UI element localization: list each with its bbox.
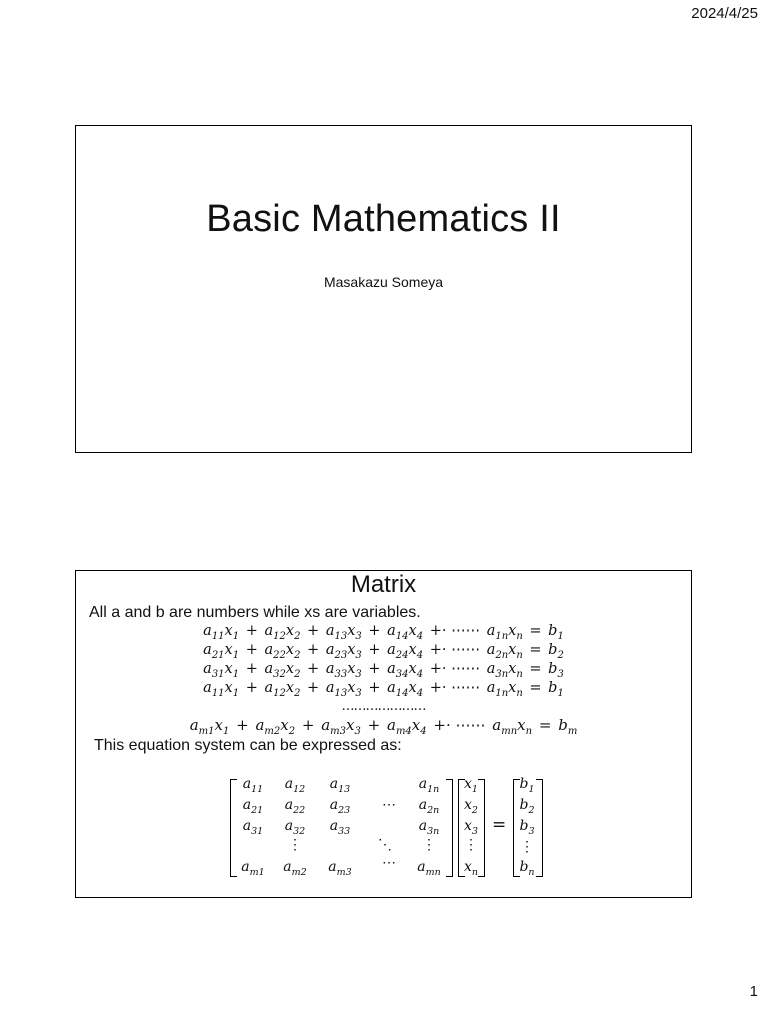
equals-sign: = [492, 815, 507, 835]
vector-b-cell: $b_n$ [519, 859, 535, 878]
matrix-a-cell: $a_{21}$ [242, 797, 264, 816]
slide-matrix-heading: Matrix [350, 571, 417, 598]
matrix-a-cell: $a_{m1}$ [241, 859, 265, 878]
equation-line: $a_{21}x_1 + a_{22}x_2 + a_{23}x_3 + a_{24}x_4$ +· ⋯⋯ $a_{2n}x_n = b_2$ [203, 642, 564, 661]
matrix-a-cell: $a_{1n}$ [418, 776, 440, 795]
matrix-ddots: ⋱ [378, 837, 392, 853]
slide-title [75, 125, 692, 453]
matrix-a-cell: $a_{mn}$ [417, 859, 441, 878]
vector-b-cell: $b_3$ [519, 818, 535, 837]
vector-b-cell: $b_2$ [519, 797, 535, 816]
matrix-bracket-left [230, 779, 237, 877]
matrix-a-cell: $a_{13}$ [329, 776, 351, 795]
matrix-a-cell: $a_{m2}$ [283, 859, 307, 878]
vector-vdots: ⋮ [520, 839, 534, 855]
vector-x-cell: $x_1$ [464, 776, 478, 795]
matrix-a-cell: $a_{22}$ [284, 797, 306, 816]
vector-x-cell: $x_2$ [464, 797, 478, 816]
equation-line: $a_{31}x_1 + a_{32}x_2 + a_{33}x_3 + a_{34}x_4$ +· ⋯⋯ $a_{3n}x_n = b_3$ [203, 661, 564, 680]
matrix-vdots: ⋮ [422, 837, 436, 853]
matrix-bracket-right [478, 779, 485, 877]
slide-matrix [75, 570, 692, 898]
vector-b-cell: $b_1$ [519, 776, 535, 795]
matrix-vdots: ⋮ [288, 837, 302, 853]
equation-line: $a_{11}x_1 + a_{12}x_2 + a_{13}x_3 + a_{14}x_4$ +· ⋯⋯ $a_{1n}x_n = b_1$ [203, 623, 564, 642]
slide-author: Masakazu Someya [323, 274, 444, 290]
matrix-a-cell: $a_{11}$ [242, 776, 264, 795]
vector-x-cell: $x_n$ [463, 859, 479, 878]
express-text: This equation system can be expressed as: [94, 737, 402, 754]
slide-title-heading: Basic Mathematics II [206, 198, 561, 240]
matrix-a-cell: $a_{2n}$ [418, 797, 440, 816]
matrix-a-cell: $a_{m3}$ [328, 859, 352, 878]
vector-vdots: ⋮ [464, 837, 478, 853]
slide-intro-text: All a and b are numbers while xs are variables. [89, 604, 421, 621]
matrix-hdots: ⋯ [382, 797, 396, 813]
equation-line: $a_{11}x_1 + a_{12}x_2 + a_{13}x_3 + a_{14}x_4$ +· ⋯⋯ $a_{1n}x_n = b_1$ [203, 680, 564, 699]
matrix-bracket-left [458, 779, 465, 877]
matrix-a-cell: $a_{12}$ [284, 776, 306, 795]
print-date: 2024/4/25 [691, 5, 758, 22]
matrix-hdots: ⋯ [382, 855, 396, 871]
matrix-bracket-right [536, 779, 543, 877]
matrix-a-cell: $a_{33}$ [329, 818, 351, 837]
vector-x-cell: $x_3$ [464, 818, 478, 837]
equation-line-last: $a_{m1}x_1 + a_{m2}x_2 + a_{m3}x_3 + a_{m4}x_4$ +· ⋯⋯ $a_{mn}x_n = b_m$ [189, 716, 578, 737]
equation-ellipsis-row: ………………… [341, 699, 426, 714]
matrix-a-cell: $a_{31}$ [242, 818, 264, 837]
matrix-a-cell: $a_{32}$ [284, 818, 306, 837]
matrix-bracket-right [446, 779, 453, 877]
matrix-bracket-left [513, 779, 520, 877]
matrix-a-cell: $a_{3n}$ [418, 818, 440, 837]
matrix-a-cell: $a_{23}$ [329, 797, 351, 816]
page-number: 1 [749, 983, 758, 1000]
